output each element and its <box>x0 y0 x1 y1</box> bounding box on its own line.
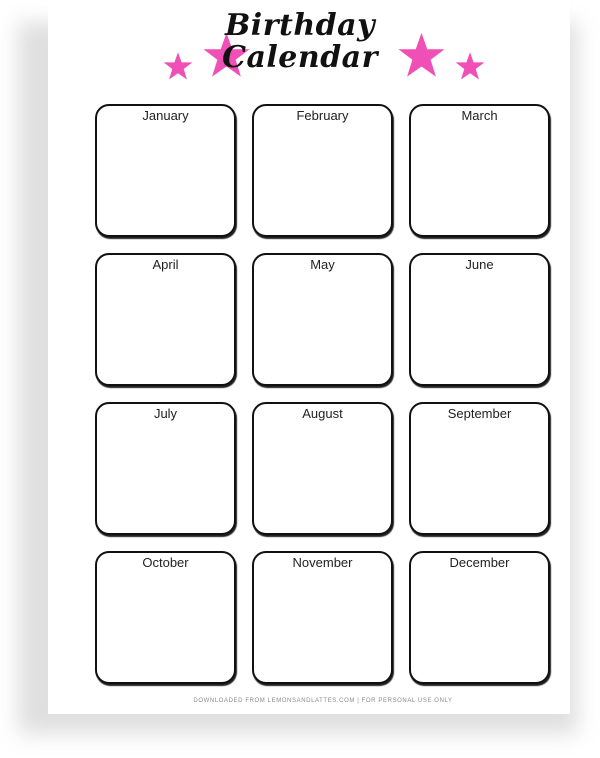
month-box-july[interactable] <box>95 402 236 535</box>
title-line-1: Birthday <box>224 8 376 43</box>
month-box-september[interactable] <box>409 402 550 535</box>
month-box-march[interactable] <box>409 104 550 237</box>
month-box-january[interactable] <box>95 104 236 237</box>
month-label: March <box>461 108 498 123</box>
month-label: June <box>465 257 494 272</box>
month-box-october[interactable] <box>95 551 236 684</box>
month-box-may[interactable] <box>252 253 393 386</box>
month-box-december[interactable] <box>409 551 550 684</box>
month-label: August <box>302 406 343 421</box>
month-label: July <box>153 406 178 421</box>
title-line-2: Calendar <box>222 40 378 75</box>
month-box-november[interactable] <box>252 551 393 684</box>
month-box-june[interactable] <box>409 253 550 386</box>
month-label: April <box>152 257 179 272</box>
month-label: February <box>296 108 349 123</box>
month-label: November <box>292 555 353 570</box>
page-title <box>0 10 600 74</box>
month-label: September <box>447 406 512 421</box>
month-label: October <box>142 555 189 570</box>
month-box-april[interactable] <box>95 253 236 386</box>
month-box-august[interactable] <box>252 402 393 535</box>
month-box-february[interactable] <box>252 104 393 237</box>
footer-credit: DOWNLOADED FROM LEMONSANDLATTES.COM | FOR PERSONAL USE ONLY <box>193 698 453 704</box>
month-label: May <box>310 257 335 272</box>
month-label: December <box>449 555 510 570</box>
month-label: January <box>142 108 189 123</box>
